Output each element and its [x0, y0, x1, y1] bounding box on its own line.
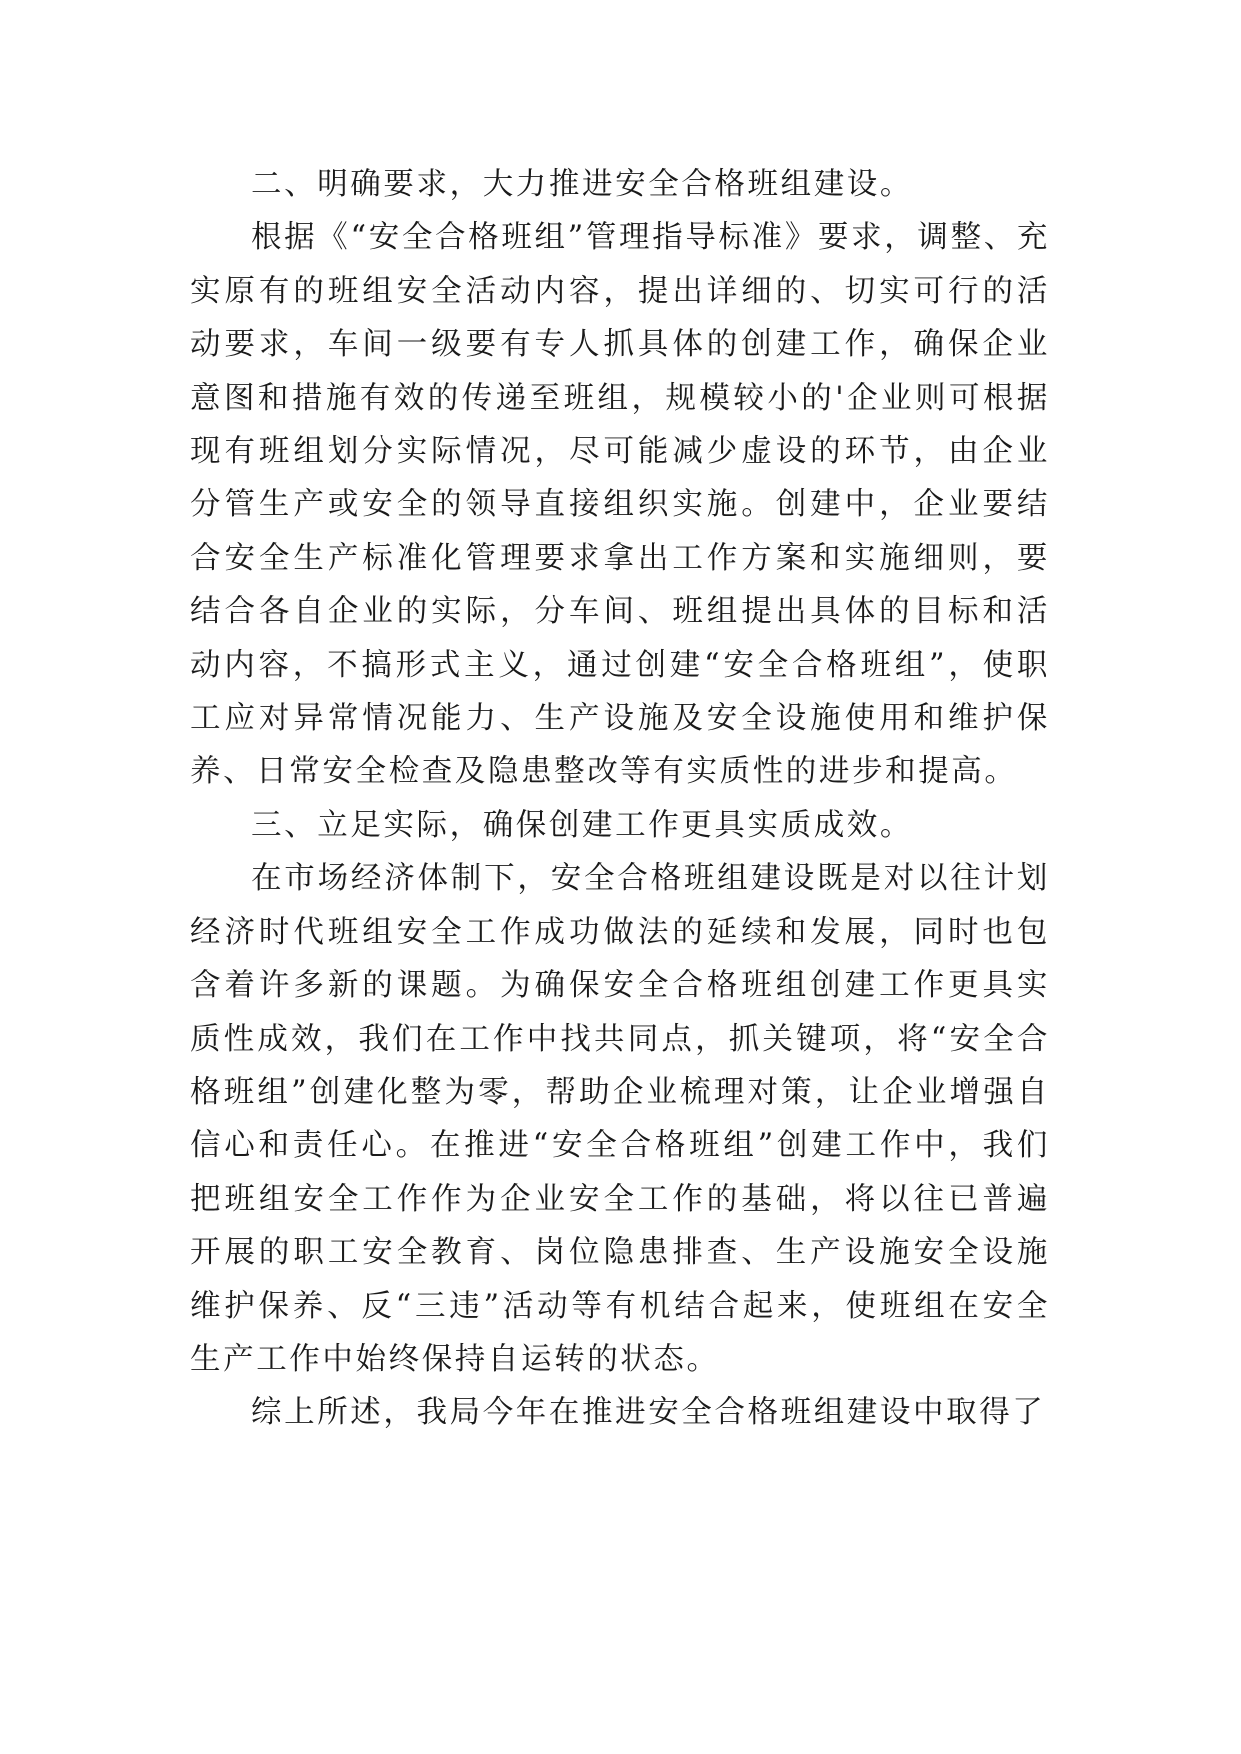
- summary-paragraph: 综上所述，我局今年在推进安全合格班组建设中取得了: [251, 1395, 1046, 1431]
- section-heading-three: 三、立足实际，确保创建工作更具实质成效。: [251, 807, 913, 843]
- body-paragraph: 在市场经济体制下，安全合格班组建设既是对以往计划经济时代班组安全工作成功做法的延续和发展，同时也包含着许多新的课题。为确保安全合格班组创建工作更具实质性成效，我们在工作中找共同点，抓关键项，将“安全合格班组”创建化整为零，帮助企业梳理对策，让企业增强自信心和责任心。在推进“安全合格班组”创建工作中，我们把班组安全工作作为企业安全工作的基础，将以往已普遍开展的职工安全教育、岗位隐患排查、生产设施安全设施维护保养、反“三违”活动等有机结合起来，使班组在安全生产工作中始终保持自运转的状态。: [190, 861, 1050, 1377]
- body-paragraph: 根据《“安全合格班组”管理指导标准》要求，调整、充实原有的班组安全活动内容，提出详细的、切实可行的活动要求，车间一级要有专人抓具体的创建工作，确保企业意图和措施有效的传递至班组，规模较小的'企业则可根据现有班组划分实际情况，尽可能减少虚设的环节，由企业分管生产或安全的领导直接组织实施。创建中，企业要结合安全生产标准化管理要求拿出工作方案和实施细则，要结合各自企业的实际，分车间、班组提出具体的目标和活动内容，不搞形式主义，通过创建“安全合格班组”，使职工应对异常情况能力、生产设施及安全设施使用和维护保养、日常安全检查及隐患整改等有实质性的进步和提高。: [190, 220, 1050, 790]
- section-heading-two: 二、明确要求，大力推进安全合格班组建设。: [251, 167, 913, 202]
- document-body: [190, 158, 1050, 1440]
